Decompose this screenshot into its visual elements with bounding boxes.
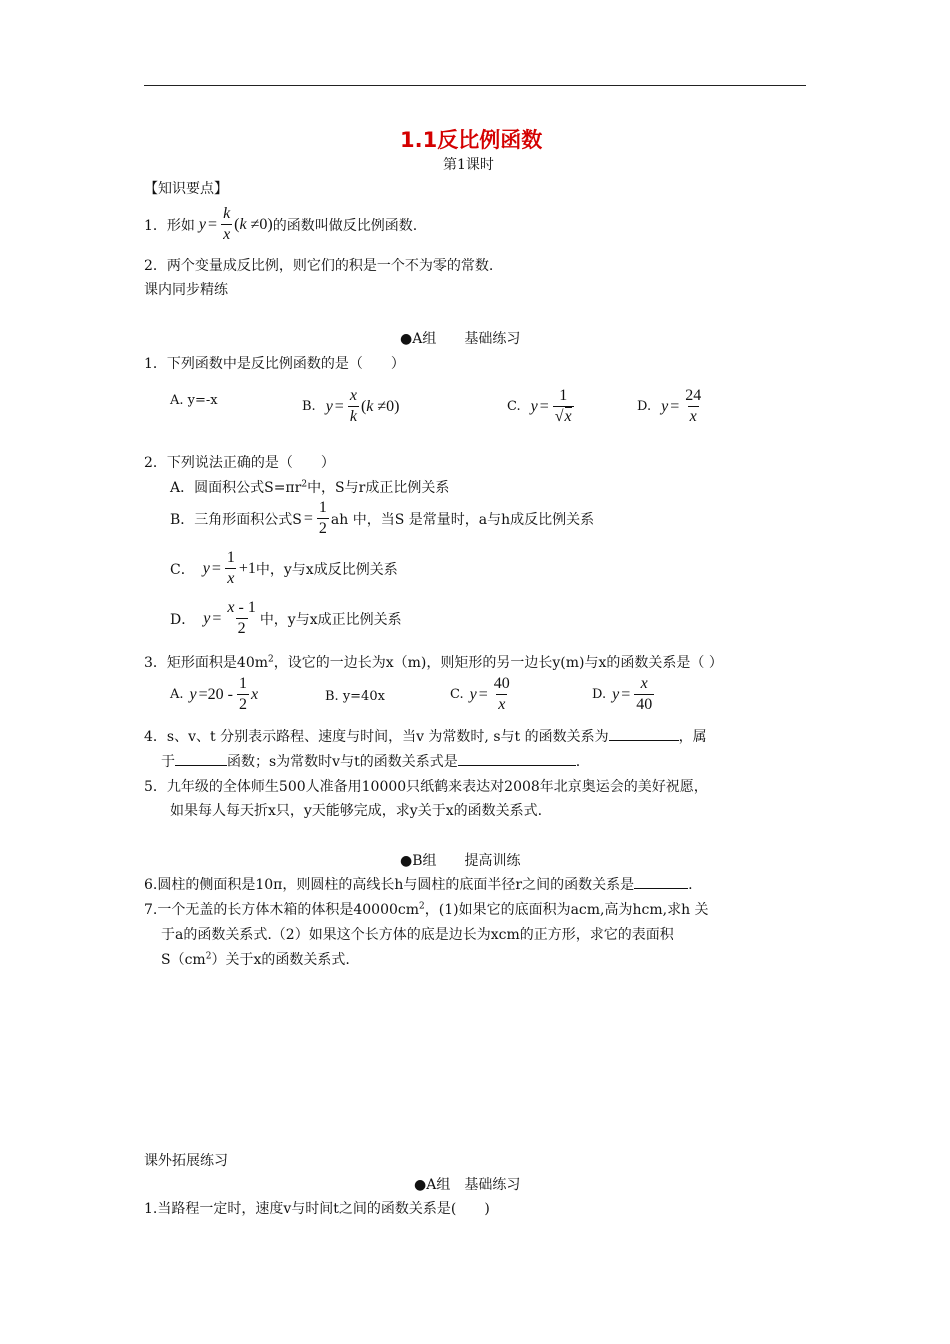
q7-line1-b: ，(1)如果它的底面积为acm,高为hcm,求h 关 bbox=[424, 902, 709, 918]
q1-option-d bbox=[637, 388, 705, 425]
kp1-prefix: 1．形如 bbox=[144, 217, 195, 234]
q4-blank-2[interactable] bbox=[175, 751, 227, 766]
q2c-plus-1: +1 bbox=[238, 559, 256, 577]
header-rule bbox=[144, 85, 806, 86]
q2a-sup: 2 bbox=[301, 479, 308, 490]
q3-stem-pre: 3．矩形面积是40m bbox=[144, 655, 268, 671]
knowledge-point-2: 2．两个变量成反比例，则它们的积是一个不为零的常数. bbox=[144, 258, 494, 274]
q1c-y: y bbox=[530, 397, 538, 415]
q3a-label: A. bbox=[170, 687, 184, 702]
formula-eq: = bbox=[208, 215, 218, 233]
q3-option-a bbox=[170, 676, 258, 713]
q2d-post: 中，y与x成正比例关系 bbox=[259, 611, 402, 628]
q4-line-2 bbox=[161, 751, 580, 771]
q2c-1-over-x: $\frac{1}{x}$ bbox=[226, 549, 235, 587]
q2b-half: $\frac{1}{2}$ bbox=[318, 499, 327, 537]
q2b-eq: = bbox=[303, 509, 313, 527]
formula-k-over-x: $\frac{k}{x}$ bbox=[223, 205, 231, 243]
sync-practice-heading: 课内同步精练 bbox=[144, 282, 228, 298]
q1b-eq: = bbox=[334, 397, 344, 415]
q3d-label: D. bbox=[592, 687, 607, 702]
q2b-post: ah 中，当S 是常量时，a与h成反比例关系 bbox=[330, 511, 595, 528]
q2-option-a bbox=[170, 477, 449, 497]
q2a-post: 中，S与r成正比例关系 bbox=[307, 480, 450, 496]
q3a-half: $\frac{1}{2}$ bbox=[239, 675, 247, 713]
q3c-eq: = bbox=[478, 685, 488, 703]
q2c-pre: C． bbox=[170, 561, 195, 578]
q1-option-b-label: B. bbox=[302, 399, 316, 414]
knowledge-heading: 【知识要点】 bbox=[144, 181, 228, 197]
q2d-xminus1-over-2: $\frac{x - 1}{2}$ bbox=[227, 599, 256, 637]
q1-option-c bbox=[507, 388, 576, 425]
formula-condition: (k ≠0) bbox=[234, 215, 273, 233]
q3-option-c bbox=[450, 676, 514, 713]
q1-option-b bbox=[302, 388, 399, 425]
q6-end: . bbox=[688, 877, 693, 893]
q4-blank-1[interactable] bbox=[609, 726, 679, 741]
q1-option-a: A. y=-x bbox=[170, 393, 218, 408]
q4-line-1 bbox=[144, 726, 707, 746]
q7-sup-2: 2 bbox=[205, 951, 212, 962]
q3d-y: y bbox=[612, 685, 620, 703]
q2a-pre: A．圆面积公式S=πr bbox=[170, 480, 302, 496]
q4-line1-end: ，属 bbox=[678, 729, 707, 745]
q2-option-c bbox=[170, 550, 398, 587]
q1-option-d-label: D. bbox=[637, 399, 652, 414]
q1-option-c-label: C. bbox=[507, 399, 521, 414]
q2d-y: y bbox=[203, 609, 211, 627]
q1-stem: 1．下列函数中是反比例函数的是（ ） bbox=[144, 356, 405, 372]
q1c-eq: = bbox=[539, 397, 549, 415]
knowledge-point-1 bbox=[144, 206, 417, 243]
q4-line2-a: 于 bbox=[161, 754, 175, 770]
q1b-y: y bbox=[325, 397, 333, 415]
q5-line-2: 如果每人每天折x只，y天能够完成，求y关于x的函数关系式. bbox=[170, 803, 543, 819]
q2c-eq: = bbox=[211, 559, 221, 577]
q3a-x: x bbox=[251, 685, 259, 703]
kp1-suffix: 的函数叫做反比例函数. bbox=[272, 217, 418, 234]
q3d-eq: = bbox=[621, 685, 631, 703]
q2d-eq: = bbox=[212, 609, 222, 627]
q3d-x-over-40: $\frac{x}{40}$ bbox=[636, 675, 653, 713]
q3a-y: y bbox=[189, 685, 197, 703]
q7-line-1 bbox=[144, 899, 709, 919]
page-subtitle: 第1课时 bbox=[443, 157, 494, 173]
q3c-label: C. bbox=[450, 687, 464, 702]
q6-text: 6.圆柱的侧面积是10π，则圆柱的高线长h与圆柱的底面半径r之间的函数关系是 bbox=[144, 877, 635, 893]
q3-stem bbox=[144, 652, 723, 672]
q3-option-b: B. y=40x bbox=[325, 689, 385, 704]
q3a-eq: =20 - bbox=[198, 685, 233, 703]
q2b-pre: B．三角形面积公式S bbox=[170, 511, 302, 528]
q3c-40-over-x: $\frac{40}{x}$ bbox=[493, 675, 510, 713]
q3-option-d bbox=[592, 676, 656, 713]
q4-line2-b: 函数；s为常数时v与t的函数关系式是 bbox=[227, 754, 458, 770]
q3-stem-post: ，设它的一边长为x（m)，则矩形的另一边长y(m)与x的函数关系是（ ） bbox=[273, 655, 723, 671]
q1d-24-over-x: $\frac{24}{x}$ bbox=[685, 387, 702, 425]
q4-blank-3[interactable] bbox=[458, 751, 576, 766]
formula-y: y bbox=[198, 215, 207, 233]
q7-line1-a: 7.一个无盖的长方体木箱的体积是40000cm bbox=[144, 902, 420, 918]
group-b-heading: ●B组 提高训练 bbox=[400, 853, 521, 869]
q1b-condition: (k ≠0) bbox=[360, 397, 400, 415]
q2-stem: 2．下列说法正确的是（ ） bbox=[144, 455, 335, 471]
q5-line-1: 5．九年级的全体师生500人准备用10000只纸鹤来表达对2008年北京奥运会的美好祝愿， bbox=[144, 779, 708, 795]
q6-blank[interactable] bbox=[634, 874, 688, 889]
q4-line1-text: 4．s、v、t 分别表示路程、速度与时间，当v 为常数时, s与t 的函数关系为 bbox=[144, 729, 609, 745]
q7-line-2: 于a的函数关系式.（2）如果这个长方体的底是边长为xcm的正方形，求它的表面积 bbox=[161, 927, 674, 943]
q3-sup: 2 bbox=[268, 654, 274, 665]
q7-line3-b: ）关于x的函数关系式. bbox=[211, 952, 350, 968]
q4-line2-c: . bbox=[575, 754, 581, 770]
q1b-x-over-k: $\frac{x}{k}$ bbox=[349, 387, 357, 425]
q7-line3-a: S（cm bbox=[161, 952, 206, 968]
q2d-pre: D． bbox=[170, 611, 196, 628]
q2-option-d bbox=[170, 600, 402, 637]
q2c-y: y bbox=[202, 559, 210, 577]
q1d-eq: = bbox=[670, 397, 680, 415]
extension-q1: 1.当路程一定时，速度v与时间t之间的函数关系是( ) bbox=[144, 1201, 490, 1217]
q2c-post: 中，y与x成反比例关系 bbox=[255, 561, 398, 578]
q2-option-b bbox=[170, 500, 594, 537]
q7-line-3 bbox=[161, 949, 350, 969]
q6 bbox=[144, 874, 693, 894]
extension-group-a-heading: ●A组 基础练习 bbox=[414, 1177, 521, 1193]
group-a-heading: ●A组 基础练习 bbox=[400, 331, 521, 347]
q1d-y: y bbox=[661, 397, 669, 415]
page-title: 1.1反比例函数 bbox=[400, 128, 543, 152]
extension-heading: 课外拓展练习 bbox=[144, 1153, 228, 1169]
q3c-y: y bbox=[469, 685, 477, 703]
q1c-1-over-sqrt-x: $\frac{1}{√x}$ bbox=[554, 387, 572, 425]
q7-sup-1: 2 bbox=[419, 901, 425, 912]
